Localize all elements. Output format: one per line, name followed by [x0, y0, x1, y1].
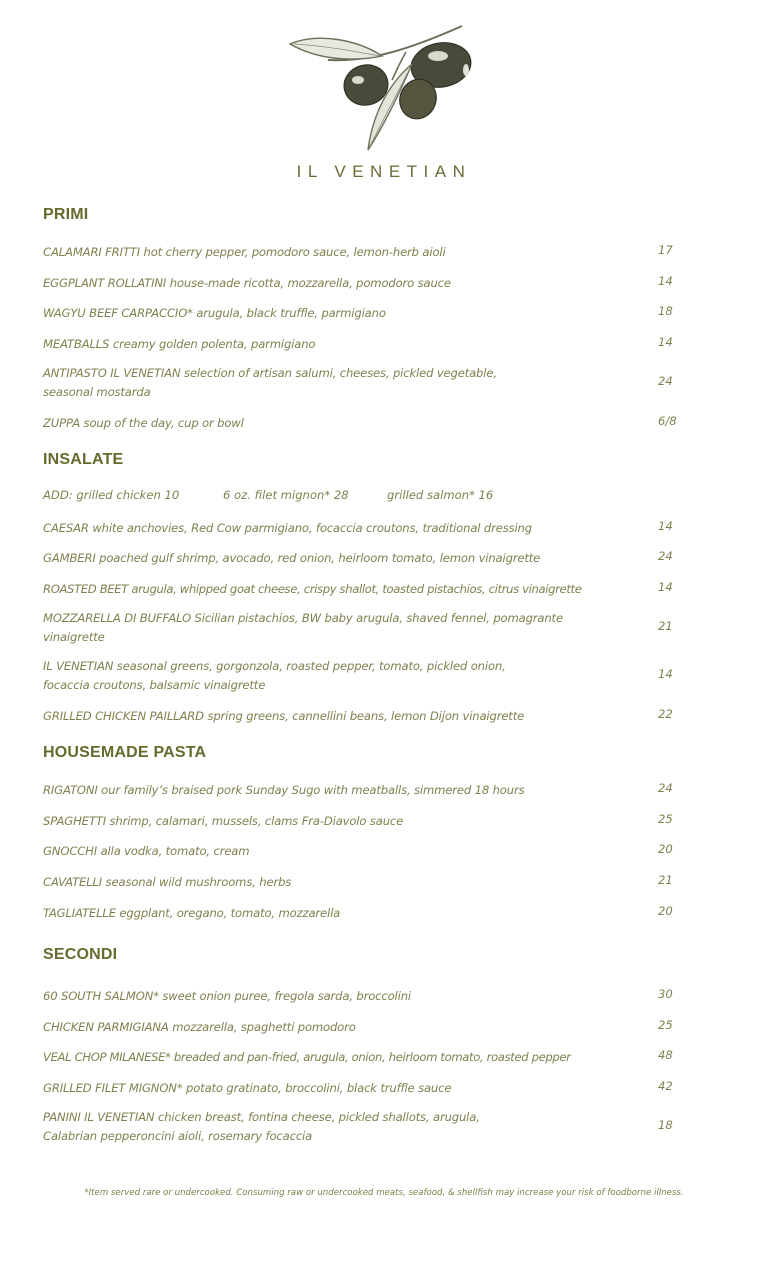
item-description: CAESAR white anchovies, Red Cow parmigiano, focaccia croutons, traditional dressing: [43, 521, 532, 535]
section-title-primi: PRIMI: [43, 206, 89, 223]
menu-item: [43, 414, 683, 433]
item-description: GRILLED CHICKEN PAILLARD spring greens, cannellini beans, lemon Dijon vinaigrette: [43, 709, 525, 723]
item-price: 30: [658, 987, 673, 1001]
item-description: TAGLIATELLE eggplant, oregano, tomato, mozzarella: [43, 906, 341, 920]
item-description-cont: vinaigrette: [43, 630, 105, 644]
item-price: 24: [658, 549, 673, 563]
item-description: 60 SOUTH SALMON* sweet onion puree, fregola sarda, broccolini: [43, 989, 411, 1003]
item-description: GRILLED FILET MIGNON* potato gratinato, broccolini, black truffle sauce: [43, 1081, 452, 1095]
item-description: CALAMARI FRITTI hot cherry pepper, pomodoro sauce, lemon-herb aioli: [43, 245, 446, 259]
menu-item: [43, 1108, 683, 1146]
item-description: SPAGHETTI shrimp, calamari, mussels, clams Fra-Diavolo sauce: [43, 814, 404, 828]
item-price: 24: [658, 781, 673, 795]
item-description: PANINI IL VENETIAN chicken breast, fontina cheese, pickled shallots, arugula,: [43, 1110, 480, 1124]
addon-chicken: ADD: grilled chicken 10: [43, 488, 180, 502]
menu-item: [43, 304, 683, 323]
menu-item: [43, 657, 683, 695]
item-description: MOZZARELLA DI BUFFALO Sicilian pistachios, BW baby arugula, shaved fennel, pomagrante: [43, 611, 563, 625]
section-title-housemade-pasta: HOUSEMADE PASTA: [43, 744, 207, 761]
item-price: 18: [658, 1118, 673, 1132]
item-price: 17: [658, 243, 673, 257]
menu-item: [43, 364, 683, 402]
item-price: 14: [658, 667, 673, 681]
menu-item: [43, 274, 683, 293]
section-title-insalate: INSALATE: [43, 451, 124, 468]
item-price: 21: [658, 619, 673, 633]
item-description: ANTIPASTO IL VENETIAN selection of artisan salumi, cheeses, pickled vegetable,: [43, 366, 497, 380]
footnote-disclaimer: *Item served rare or undercooked. Consuming raw or undercooked meats, seafood, & shellfish may increase your risk of foodborne illness.: [84, 1188, 684, 1198]
item-price: 14: [658, 274, 673, 288]
menu-item: [43, 549, 683, 568]
item-price: 21: [658, 873, 673, 887]
item-description: ZUPPA soup of the day, cup or bowl: [43, 416, 244, 430]
item-description: GAMBERI poached gulf shrimp, avocado, red onion, heirloom tomato, lemon vinaigrette: [43, 551, 541, 565]
item-description-cont: seasonal mostarda: [43, 385, 151, 399]
addon-salmon: grilled salmon* 16: [387, 488, 494, 502]
item-price: 20: [658, 904, 673, 918]
item-description: CAVATELLI seasonal wild mushrooms, herbs: [43, 875, 292, 889]
menu-item: [43, 1048, 683, 1067]
menu-item: [43, 1018, 683, 1037]
section-title-secondi: SECONDI: [43, 946, 118, 963]
item-description: MEATBALLS creamy golden polenta, parmigiano: [43, 337, 316, 351]
item-price: 14: [658, 580, 673, 594]
item-description: CHICKEN PARMIGIANA mozzarella, spaghetti pomodoro: [43, 1020, 356, 1034]
addons-row: [43, 488, 683, 507]
item-price: 25: [658, 812, 673, 826]
item-price: 14: [658, 519, 673, 533]
menu-item: [43, 609, 683, 647]
menu-item: [43, 580, 683, 599]
item-price: 42: [658, 1079, 673, 1093]
item-price: 14: [658, 335, 673, 349]
item-description: WAGYU BEEF CARPACCIO* arugula, black truffle, parmigiano: [43, 306, 386, 320]
item-price: 18: [658, 304, 673, 318]
item-price: 6/8: [658, 414, 677, 428]
menu-item: [43, 707, 683, 726]
restaurant-name: IL VENETIAN: [296, 162, 472, 181]
item-description: RIGATONI our family’s braised pork Sunday Sugo with meatballs, simmered 18 hours: [43, 783, 525, 797]
addon-filet: 6 oz. filet mignon* 28: [223, 488, 349, 502]
olive-branch-icon: [288, 22, 478, 154]
menu-item: [43, 243, 683, 262]
item-description: ROASTED BEET arugula, whipped goat cheese, crispy shallot, toasted pistachios, citrus vinaigrette: [43, 582, 582, 596]
menu-item: [43, 812, 683, 831]
item-description: EGGPLANT ROLLATINI house-made ricotta, mozzarella, pomodoro sauce: [43, 276, 451, 290]
menu-item: [43, 335, 683, 354]
menu-item: [43, 1079, 683, 1098]
item-price: 20: [658, 842, 673, 856]
menu-item: [43, 904, 683, 923]
item-price: 25: [658, 1018, 673, 1032]
menu-item: [43, 781, 683, 800]
item-description: VEAL CHOP MILANESE* breaded and pan-fried, arugula, onion, heirloom tomato, roasted pepper: [43, 1050, 571, 1064]
item-price: 48: [658, 1048, 673, 1062]
item-price: 24: [658, 374, 673, 388]
item-description-cont: Calabrian pepperoncini aioli, rosemary focaccia: [43, 1129, 313, 1143]
menu-item: [43, 987, 683, 1006]
menu-item: [43, 873, 683, 892]
item-description-cont: focaccia croutons, balsamic vinaigrette: [43, 678, 266, 692]
menu-item: [43, 519, 683, 538]
menu-item: [43, 842, 683, 861]
item-price: 22: [658, 707, 673, 721]
item-description: GNOCCHI alla vodka, tomato, cream: [43, 844, 250, 858]
item-description: IL VENETIAN seasonal greens, gorgonzola, roasted pepper, tomato, pickled onion,: [43, 659, 506, 673]
